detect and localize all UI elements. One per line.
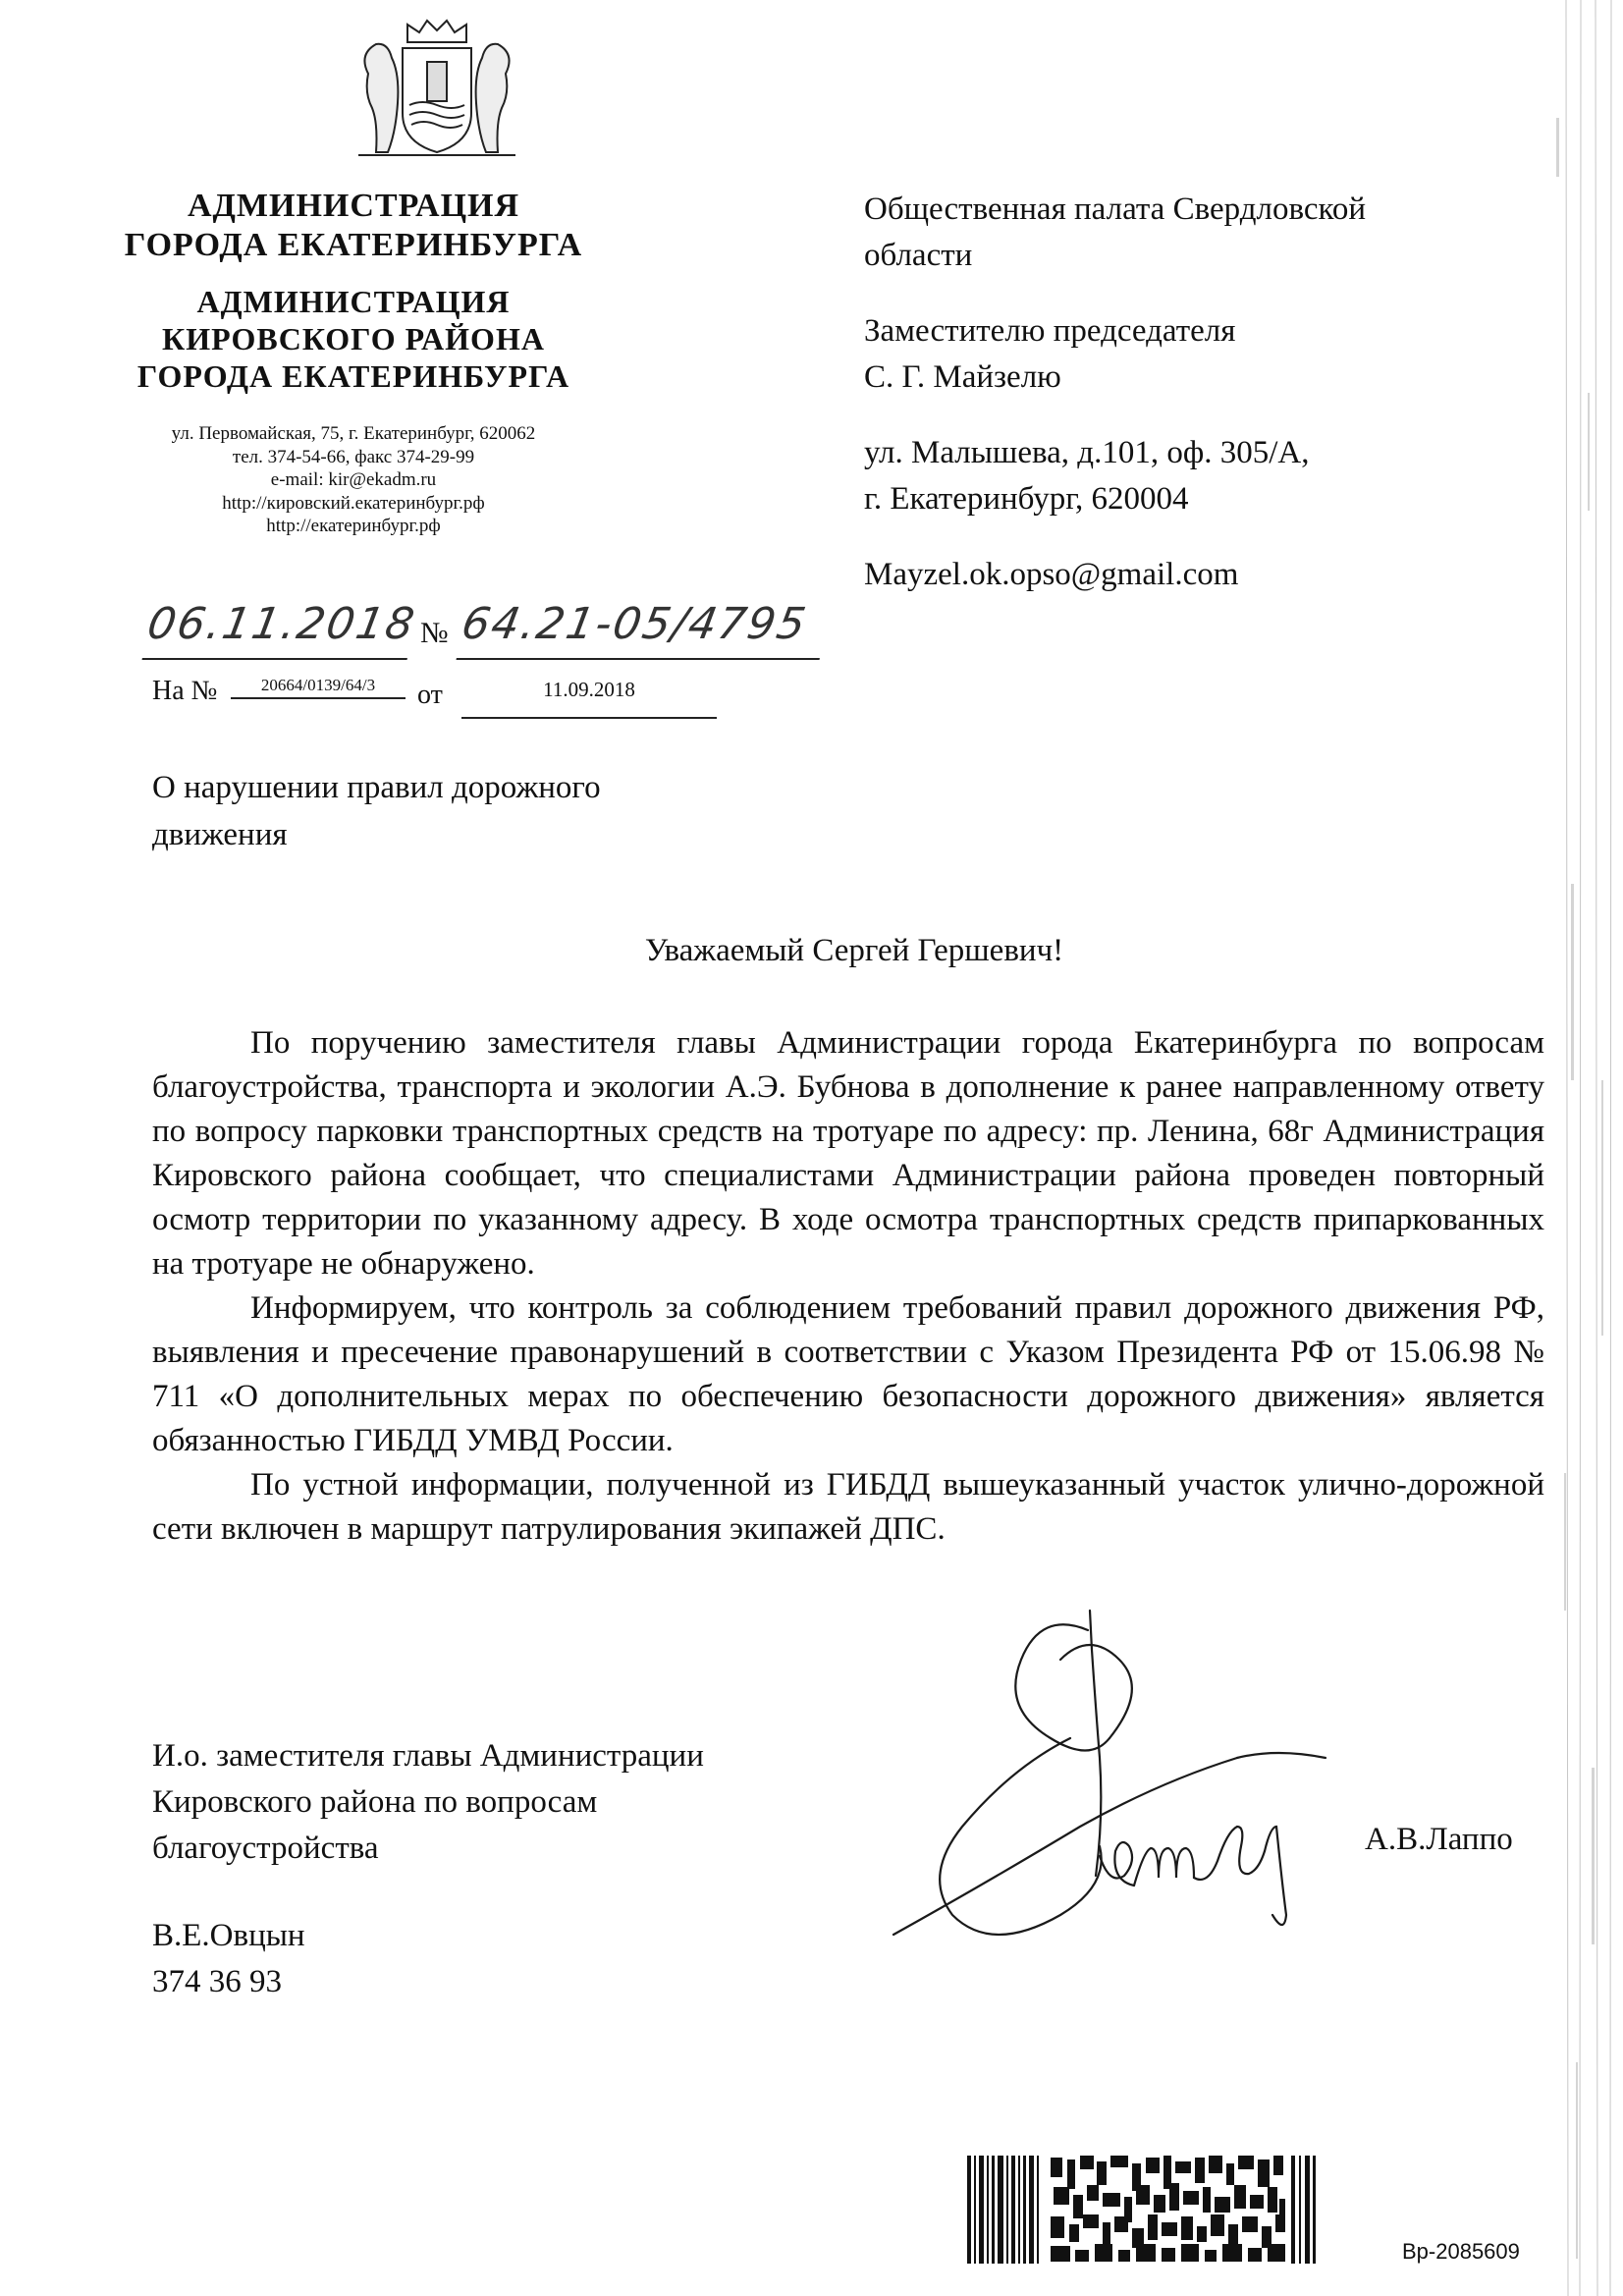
coat-of-arms-icon bbox=[349, 15, 525, 162]
org-phone: тел. 374-54-66, факс 374-29-99 bbox=[232, 446, 475, 467]
signatory-position bbox=[152, 1733, 839, 1872]
outgoing-number: 64.21-05/4795 bbox=[457, 599, 831, 660]
reply-from-label: от bbox=[417, 680, 443, 710]
number-label: № bbox=[420, 617, 449, 649]
signatory-name: А.В.Лаппо bbox=[1365, 1822, 1513, 1857]
addressee-street: ул. Малышева, д.101, оф. 305/А, bbox=[864, 435, 1310, 470]
addressee-org-line-2: области bbox=[864, 238, 973, 273]
org-address: ул. Первомайская, 75, г. Екатеринбург, 620062 bbox=[171, 423, 536, 444]
org-title-line-2: ГОРОДА ЕКАТЕРИНБУРГА bbox=[124, 227, 583, 263]
reply-number: 20664/0139/64/3 bbox=[231, 666, 406, 699]
barcode-icon bbox=[967, 2156, 1316, 2264]
org-subtitle-line-1: АДМИНИСТРАЦИЯ bbox=[196, 284, 511, 319]
body-paragraph-2: Информируем, что контроль за соблюдением требований правил дорожного движения РФ, выявления и пресечение правонарушений в соответствии с Указом Президента РФ от 15.06.98 № 711 «О дополнительных мерах по обеспечению безопасности дорожного движения» является обязанностью ГИБДД УМВД России. bbox=[152, 1290, 1544, 1458]
signatory-position-line-3: благоустройства bbox=[152, 1831, 379, 1866]
org-subtitle bbox=[118, 283, 589, 395]
reply-date: 11.09.2018 bbox=[461, 668, 717, 719]
handwritten-signature bbox=[864, 1591, 1375, 2003]
org-title bbox=[118, 187, 589, 265]
org-subtitle-line-3: ГОРОДА ЕКАТЕРИНБУРГА bbox=[136, 358, 570, 394]
signatory-position-line-1: И.о. заместителя главы Администрации bbox=[152, 1738, 704, 1774]
org-subtitle-line-2: КИРОВСКОГО РАЙОНА bbox=[162, 321, 545, 356]
org-site-city: http://екатеринбург.рф bbox=[266, 516, 441, 536]
outgoing-date: 06.11.2018 bbox=[142, 599, 418, 660]
reply-number-label: На № bbox=[152, 676, 218, 706]
body-paragraph-1: По поручению заместителя главы Администрации города Екатеринбурга по вопросам благоустройства, транспорта и экологии А.Э. Бубнова в дополнение к ранее направленному ответу по вопросу парковки транспортных средств на тротуаре по адресу: пр. Ленина, 68г Администрация Кировского района сообщает, что специалистами Администрации района проведен повторный осмотр территории по указанному адресу. В ходе осмотра транспортных средств припаркованных на тротуаре не обнаружено. bbox=[152, 1025, 1544, 1282]
signatory-position-line-2: Кировского района по вопросам bbox=[152, 1784, 598, 1820]
addressee-name: С. Г. Майзелю bbox=[864, 359, 1061, 395]
addressee-city: г. Екатеринбург, 620004 bbox=[864, 481, 1189, 517]
greeting: Уважаемый Сергей Гершевич! bbox=[644, 933, 1064, 968]
addressee-org-line-1: Общественная палата Свердловской bbox=[864, 191, 1367, 227]
subject-line-2: движения bbox=[152, 817, 288, 852]
org-title-line-1: АДМИНИСТРАЦИЯ bbox=[187, 188, 520, 224]
letter-subject bbox=[152, 764, 702, 858]
addressee-email: Mayzel.ok.opso@gmail.com bbox=[864, 557, 1239, 592]
barcode-number: Вр-2085609 bbox=[1402, 2239, 1520, 2264]
executor-name: В.Е.Овцын bbox=[152, 1918, 305, 1953]
subject-line-1: О нарушении правил дорожного bbox=[152, 770, 601, 805]
org-site-district: http://кировский.екатеринбург.рф bbox=[222, 492, 485, 514]
org-email: e-mail: kir@ekadm.ru bbox=[270, 469, 437, 490]
addressee-position: Заместителю председателя bbox=[864, 313, 1236, 349]
executor-phone: 374 36 93 bbox=[152, 1964, 282, 1999]
addressee-block bbox=[864, 187, 1551, 598]
body-paragraph-3: По устной информации, полученной из ГИБДД вышеуказанный участок улично-дорожной сети включен в маршрут патрулирования экипажей ДПС. bbox=[152, 1467, 1544, 1547]
org-contacts bbox=[118, 422, 589, 538]
letter-body bbox=[152, 1021, 1544, 1552]
executor-block bbox=[152, 1913, 305, 2005]
